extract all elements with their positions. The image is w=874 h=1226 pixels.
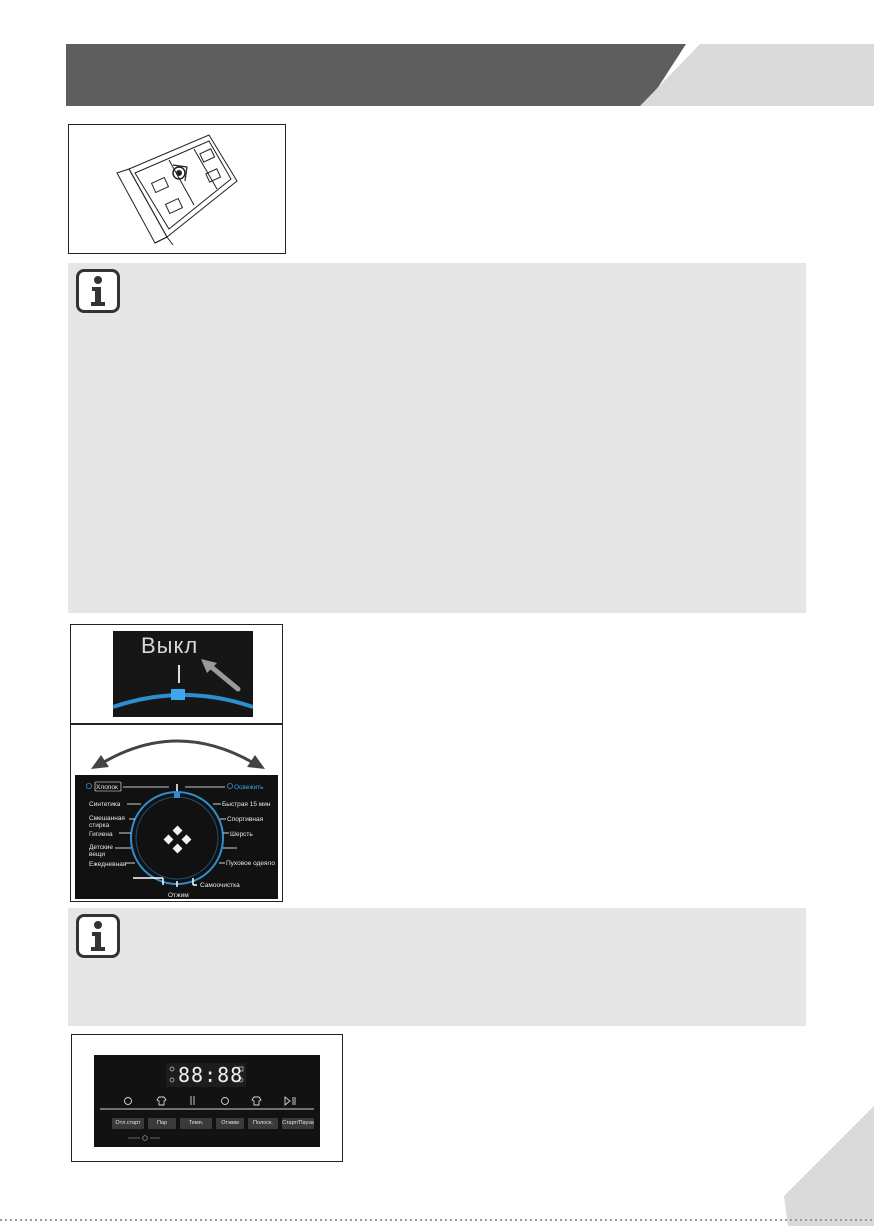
off-display — [113, 631, 253, 717]
delay-start-button[interactable]: Отл.старт — [112, 1118, 144, 1129]
off-label: Выкл — [141, 633, 199, 658]
detergent-drawer-illustration — [69, 125, 285, 253]
info-icon — [76, 269, 120, 313]
page-corner-tab — [784, 1106, 874, 1226]
dial-label-right-6: Самоочистка — [200, 882, 240, 889]
control-panel-figure — [71, 1034, 343, 1162]
off-position-figure — [70, 624, 283, 724]
rinse-button[interactable]: Полоск. — [248, 1118, 278, 1129]
spin-button[interactable]: Отжим — [216, 1118, 244, 1129]
footer-dotted-line — [0, 1219, 874, 1221]
detergent-drawer-figure — [68, 124, 286, 254]
dial-label-refresh: Освежить — [234, 784, 264, 791]
section-header-banner — [66, 44, 686, 106]
dial-label-left-5: Ежедневная — [89, 861, 127, 868]
dial-label-right-3: Шерсть — [230, 831, 253, 838]
dial-label-right-2: Спортивная — [227, 816, 264, 823]
dial-label-left-4a: Детские — [89, 844, 114, 851]
info-note-panel — [68, 263, 806, 613]
info-note-panel-2 — [68, 908, 806, 1026]
program-dial-figure — [70, 724, 283, 902]
dial-label-left-1: Синтетика — [89, 801, 121, 808]
dial-label-left-3: Гигиена — [89, 831, 113, 838]
temperature-button[interactable]: Темп. — [180, 1118, 212, 1129]
dial-panel — [75, 775, 278, 899]
dial-label-left-2b: стирка — [89, 822, 110, 829]
dial-label-right-5: Пуховое одеяло — [226, 860, 276, 867]
start-pause-button[interactable]: Старт/Пауза — [282, 1118, 314, 1129]
control-panel — [94, 1055, 320, 1147]
page-tab — [640, 44, 874, 106]
info-icon-2 — [76, 914, 120, 958]
dial-label-left-4b: вещи — [89, 851, 105, 858]
dial-label-right-1: Быстрая 15 мин — [222, 801, 271, 808]
steam-button[interactable]: Пар — [148, 1118, 176, 1129]
rotate-arrows-icon — [71, 725, 282, 775]
dial-label-cotton: Хлопок — [96, 784, 118, 791]
dial-label-left-2a: Смешанная — [89, 815, 125, 822]
time-display: 88:88 — [178, 1063, 244, 1087]
dial-label-spin: Отжим — [168, 892, 189, 899]
